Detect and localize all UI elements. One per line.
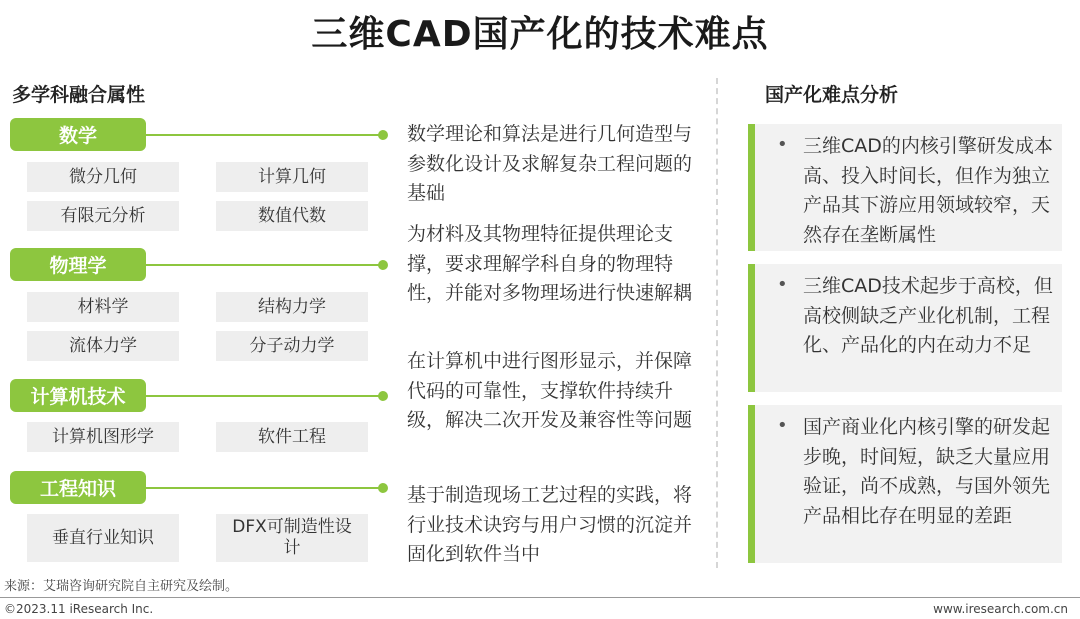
bullet-dot: • — [777, 415, 788, 436]
category-description: 在计算机中进行图形显示，并保障代码的可靠性，支撑软件持续升级，解决二次开发及兼容性等问题 — [407, 350, 693, 431]
bullet-dot: • — [777, 134, 788, 155]
left-section-heading: 多学科融合属性 — [12, 84, 146, 106]
category-tag-math: 数学 — [10, 118, 146, 151]
subject-chip: 计算几何 — [216, 162, 368, 192]
difficulty-panel — [748, 264, 1062, 392]
category-description: 为材料及其物理特征提供理论支撑，要求理解学科自身的物理特性，并能对多物理场进行快速解耦 — [407, 223, 693, 304]
category-tag-physics: 物理学 — [10, 248, 146, 281]
website-link[interactable]: www.iresearch.com.cn — [933, 602, 1068, 616]
subject-chip: 数值代数 — [216, 201, 368, 231]
category-description: 数学理论和算法是进行几何造型与参数化设计及求解复杂工程问题的基础 — [407, 123, 693, 204]
connector-dot — [378, 483, 388, 493]
section-divider — [716, 78, 718, 568]
subject-chip: 结构力学 — [216, 292, 368, 322]
category-connector-line — [146, 487, 380, 489]
category-connector-line — [146, 134, 380, 136]
subject-chip: 垂直行业知识 — [27, 514, 179, 562]
subject-chip: DFX可制造性设计 — [216, 514, 368, 562]
connector-dot — [378, 260, 388, 270]
subject-chip: 软件工程 — [216, 422, 368, 452]
category-description: 基于制造现场工艺过程的实践，将行业技术诀窍与用户习惯的沉淀并固化到软件当中 — [407, 484, 693, 565]
subject-chip: 分子动力学 — [216, 331, 368, 361]
source-note: 来源：艾瑞咨询研究院自主研究及绘制。 — [4, 579, 239, 594]
difficulty-panel — [748, 124, 1062, 251]
difficulty-text: 三维CAD的内核引擎研发成本高、投入时间长，但作为独立产品其下游应用领域较窄，天然存在垄断属性 — [803, 135, 1053, 246]
subject-chip: 流体力学 — [27, 331, 179, 361]
subject-chip: 有限元分析 — [27, 201, 179, 231]
category-connector-line — [146, 395, 380, 397]
bullet-dot: • — [777, 274, 788, 295]
difficulty-panel — [748, 405, 1062, 563]
page-title: 三维CAD国产化的技术难点 — [311, 14, 769, 55]
category-tag-engineering: 工程知识 — [10, 471, 146, 504]
copyright: ©2023.11 iResearch Inc. — [4, 602, 154, 616]
connector-dot — [378, 130, 388, 140]
footer-divider — [0, 597, 1080, 598]
subject-chip: 微分几何 — [27, 162, 179, 192]
connector-dot — [378, 391, 388, 401]
category-connector-line — [146, 264, 380, 266]
category-tag-computer-tech: 计算机技术 — [10, 379, 146, 412]
subject-chip: 计算机图形学 — [27, 422, 179, 452]
subject-chip: 材料学 — [27, 292, 179, 322]
right-section-heading: 国产化难点分析 — [765, 84, 899, 106]
difficulty-text: 三维CAD技术起步于高校，但高校侧缺乏产业化机制，工程化、产品化的内在动力不足 — [803, 275, 1053, 356]
difficulty-text: 国产商业化内核引擎的研发起步晚，时间短，缺乏大量应用验证，尚不成熟，与国外领先产品相比存在明显的差距 — [803, 416, 1051, 527]
